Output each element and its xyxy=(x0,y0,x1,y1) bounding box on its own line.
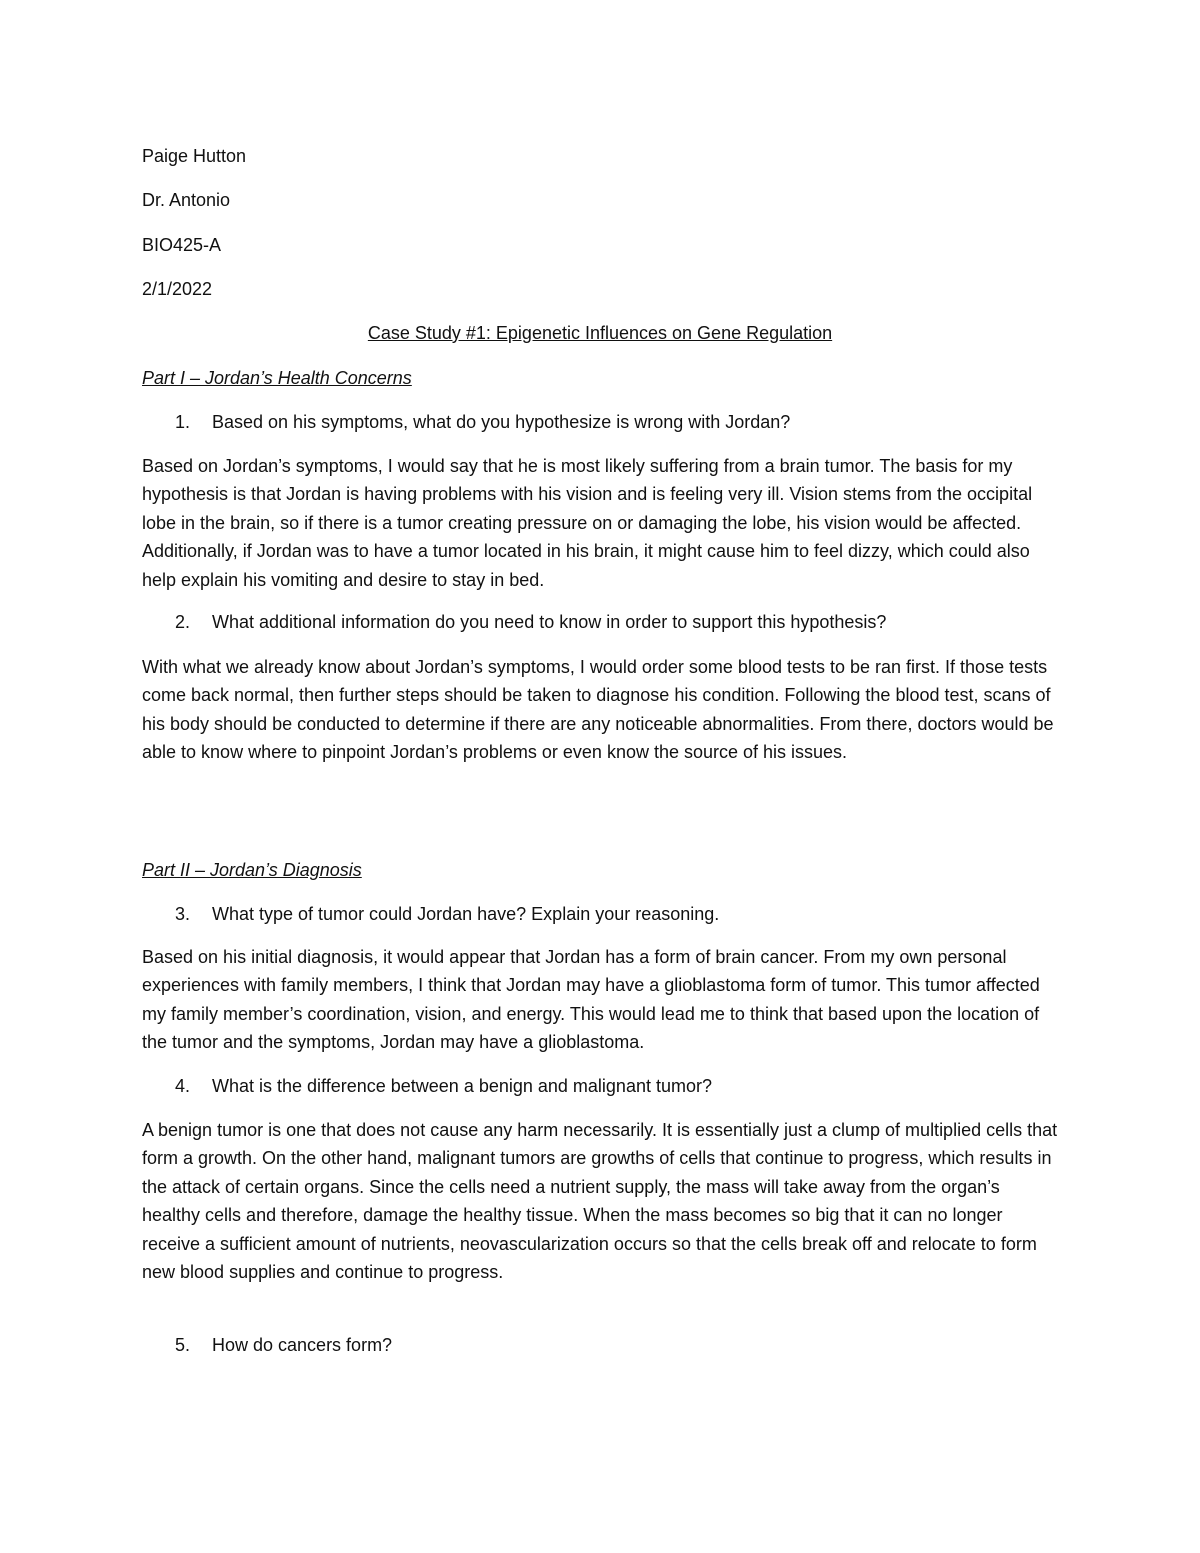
course-code: BIO425-A xyxy=(142,235,222,255)
answer-2: With what we already know about Jordan’s symptoms, I would order some blood tests to be ran first. If those tests come back normal, then further steps should be taken to diagnose his condition. Following the blood test, scans of his body should be conducted to determine if there are any noticeable abnormalities. From there, doctors would be able to know where to pinpoint Jordan’s problems or even know the source of his issues. xyxy=(142,657,1054,763)
answer-4: A benign tumor is one that does not cause any harm necessarily. It is essentially just a clump of multiplied cells that form a growth. On the other hand, malignant tumors are growths of cells that continue to progress, which results in the attack of certain organs. Since the cells need a nutrient supply, the mass will take away from the organ’s healthy cells and therefore, damage the healthy tissue. When the mass becomes so big that it can no longer receive a sufficient amount of nutrients, neovascularization occurs so that the cells break off and relocate to form new blood supplies and continue to progress. xyxy=(142,1120,1058,1283)
question-text: What additional information do you need to know in order to support this hypothesis? xyxy=(212,612,887,632)
question-4 xyxy=(175,1072,712,1100)
question-5 xyxy=(175,1331,392,1359)
question-number: 4. xyxy=(175,1076,191,1096)
document-date: 2/1/2022 xyxy=(142,279,213,299)
answer-3: Based on his initial diagnosis, it would appear that Jordan has a form of brain cancer. From my own personal experiences with family members, I think that Jordan may have a glioblastoma form of tumor. This tumor affected my family member’s coordination, vision, and energy. This would lead me to think that based upon the location of the tumor and the symptoms, Jordan may have a glioblastoma. xyxy=(142,947,1040,1053)
document-title: Case Study #1: Epigenetic Influences on Gene Regulation xyxy=(367,323,833,343)
question-text: What type of tumor could Jordan have? Explain your reasoning. xyxy=(212,904,720,924)
question-1 xyxy=(175,408,790,436)
question-text: How do cancers form? xyxy=(212,1335,393,1355)
question-text: Based on his symptoms, what do you hypothesize is wrong with Jordan? xyxy=(212,412,791,432)
answer-1: Based on Jordan’s symptoms, I would say that he is most likely suffering from a brain tumor. The basis for my hypothesis is that Jordan is having problems with his vision and is feeling very ill. Vision stems from the occipital lobe in the brain, so if there is a tumor creating pressure on or damaging the lobe, his vision would be affected. Additionally, if Jordan was to have a tumor located in his brain, it might cause him to feel dizzy, which could also help explain his vomiting and desire to stay in bed. xyxy=(142,456,1033,590)
question-number: 5. xyxy=(175,1335,191,1355)
instructor-name: Dr. Antonio xyxy=(142,190,231,210)
question-3 xyxy=(175,900,719,928)
part-2-heading: Part II – Jordan’s Diagnosis xyxy=(142,860,362,880)
question-number: 1. xyxy=(175,412,191,432)
question-number: 3. xyxy=(175,904,191,924)
question-2 xyxy=(175,608,886,636)
question-text: What is the difference between a benign and malignant tumor? xyxy=(212,1076,712,1096)
part-1-heading: Part I – Jordan’s Health Concerns xyxy=(142,368,412,388)
author-name: Paige Hutton xyxy=(142,146,247,166)
question-number: 2. xyxy=(175,612,191,632)
